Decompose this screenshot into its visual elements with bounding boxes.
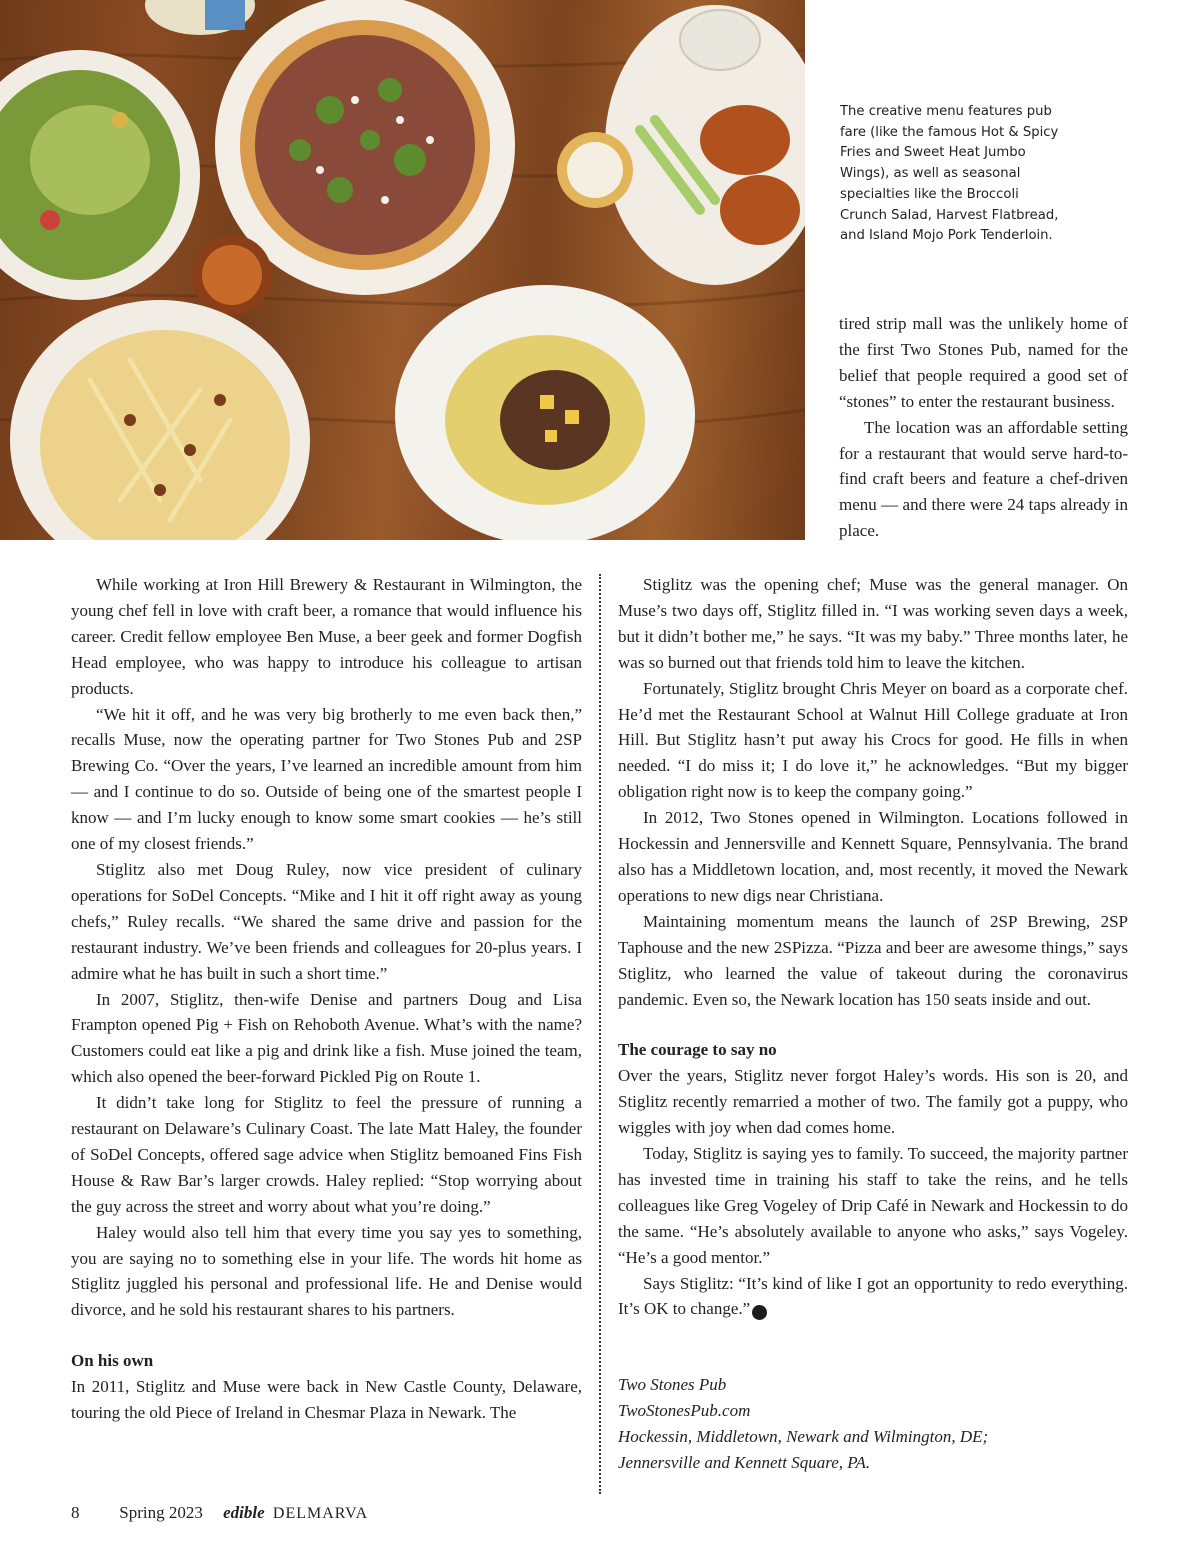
left-column — [71, 572, 582, 1426]
right-top-column — [839, 311, 1128, 544]
restaurant-website: TwoStonesPub.com — [618, 1400, 751, 1420]
paragraph: It didn’t take long for Stiglitz to feel the pressure of running a restaurant on Delaware’s Culinary Coast. The late Matt Haley, the founder of SoDel Concepts, offered sage advice when Stiglitz bemoaned Fins Fish House & Raw Bar’s larger crowds. Haley replied: “Stop worrying about the guy across the street and worry about what you’re doing.” — [71, 1093, 582, 1216]
locations-pennsylvania: Jennersville and Kennett Square, PA. — [618, 1452, 871, 1472]
page-number: 8 — [71, 1503, 80, 1522]
paragraph: Stiglitz was the opening chef; Muse was the general manager. On Muse’s two days off, Stiglitz filled in. “I was working seven days a week, but it didn’t bother me,” he says. “It was my baby.” Three months later, he was so burned out that friends told him to leave the kitchen. — [618, 575, 1128, 672]
paragraph-text: Says Stiglitz: “It’s kind of like I got an opportunity to redo everything. It’s OK to change.” — [618, 1273, 1128, 1319]
paragraph: Fortunately, Stiglitz brought Chris Meyer on board as a corporate chef. He’d met the Restaurant School at Walnut Hill College graduate at Iron Hill. But Stiglitz hasn’t put away his Crocs for good. He fills in when needed. “I do miss it; I do love it,” he acknowledges. “But my bigger obligation right now is to keep the company going.” — [618, 678, 1128, 802]
right-column — [618, 572, 1128, 1322]
section-heading: On his own — [71, 1351, 154, 1371]
paragraph: In 2007, Stiglitz, then-wife Denise and partners Doug and Lisa Frampton opened Pig + Fish on Rehoboth Avenue. What’s with the name? Customers could eat like a pig and drink like a fish. Muse joined the team, which also opened the beer-forward Pickled Pig on Route 1. — [71, 989, 582, 1087]
food-photo — [0, 0, 805, 540]
paragraph-last — [618, 1271, 1128, 1323]
section-heading: The courage to say no — [618, 1040, 777, 1060]
issue-date: Spring 2023 — [119, 1503, 203, 1522]
locations-delaware: Hockessin, Middletown, Newark and Wilmington, DE; — [618, 1426, 989, 1446]
column-divider — [599, 574, 601, 1494]
paragraph: tired strip mall was the unlikely home of the first Two Stones Pub, named for the belief that people required a good set of “stones” to enter the restaurant business. — [839, 314, 1128, 411]
paragraph: Today, Stiglitz is saying yes to family. To succeed, the majority partner has invested time in training his staff to take the reins, and he tells colleagues like Greg Vogeley of Drip Café in Newark and Hockessin to do the same. “He’s absolutely available to anyone who asks,” says Vogeley. “He’s a good mentor.” — [618, 1144, 1128, 1267]
paragraph: In 2012, Two Stones opened in Wilmington. Locations followed in Hockessin and Jennersville and Kennett Square, Pennsylvania. The brand also has a Middletown location, and, most recently, it moved the Newark operations to new digs near Christiana. — [618, 808, 1128, 905]
restaurant-name: Two Stones Pub — [618, 1375, 727, 1394]
photo-caption: The creative menu features pub fare (like the famous Hot & Spicy Fries and Sweet Heat Jumbo Wings), as well as seasonal specialties like the Broccoli Crunch Salad, Harvest Flatbread, and Island Mojo Pork Tenderloin. — [840, 104, 1059, 244]
page-footer — [71, 1503, 368, 1523]
paragraph: Stiglitz also met Doug Ruley, now vice president of culinary operations for SoDel Concepts. “Mike and I hit it off right away as young chefs,” Ruley recalls. “We shared the same drive and passion for the restaurant industry. We’ve been friends and colleagues for 20-plus years. I admire what he has built in such a short time.” — [71, 859, 582, 983]
end-mark-icon: e — [752, 1305, 767, 1320]
paragraph: “We hit it off, and he was very big brotherly to me even back then,” recalls Muse, now the operating partner for Two Stones Pub and 2SP Brewing Co. “Over the years, I’ve learned an incredible amount from him — and I continue to do so. Outside of being one of the smartest people I know — and I’m lucky enough to know some smart cookies — he’s still one of my closest friends.” — [71, 704, 582, 854]
paragraph: In 2011, Stiglitz and Muse were back in New Castle County, Delaware, touring the old Piece of Ireland in Chesmar Plaza in Newark. The — [71, 1377, 582, 1423]
paragraph: The location was an affordable setting for a restaurant that would serve hard-to-find craft beers and feature a chef-driven menu — and there were 24 taps already in place. — [839, 417, 1128, 541]
brand-edible: edible — [223, 1503, 265, 1522]
restaurant-info — [618, 1372, 988, 1476]
food-illustration — [0, 0, 805, 540]
brand-name: DELMARVA — [272, 1505, 369, 1522]
paragraph: Over the years, Stiglitz never forgot Haley’s words. His son is 20, and Stiglitz recently remarried a mother of two. The family got a puppy, who wiggles with joy when dad comes home. — [618, 1066, 1128, 1138]
paragraph: While working at Iron Hill Brewery & Restaurant in Wilmington, the young chef fell in love with craft beer, a romance that would influence his career. Credit fellow employee Ben Muse, a beer geek and former Dogfish Head employee, who was happy to introduce his colleague to artisan products. — [71, 575, 582, 698]
paragraph: Haley would also tell him that every time you say yes to something, you are saying no to something else in your life. The words hit home as Stiglitz juggled his personal and professional life. He and Denise would divorce, and he sold his restaurant shares to his partners. — [71, 1222, 582, 1320]
paragraph: Maintaining momentum means the launch of 2SP Brewing, 2SP Taphouse and the new 2SPizza. “Pizza and beer are awesome things,” says Stiglitz, who learned the value of takeout during the coronavirus pandemic. Even so, the Newark location has 150 seats inside and out. — [618, 911, 1128, 1009]
